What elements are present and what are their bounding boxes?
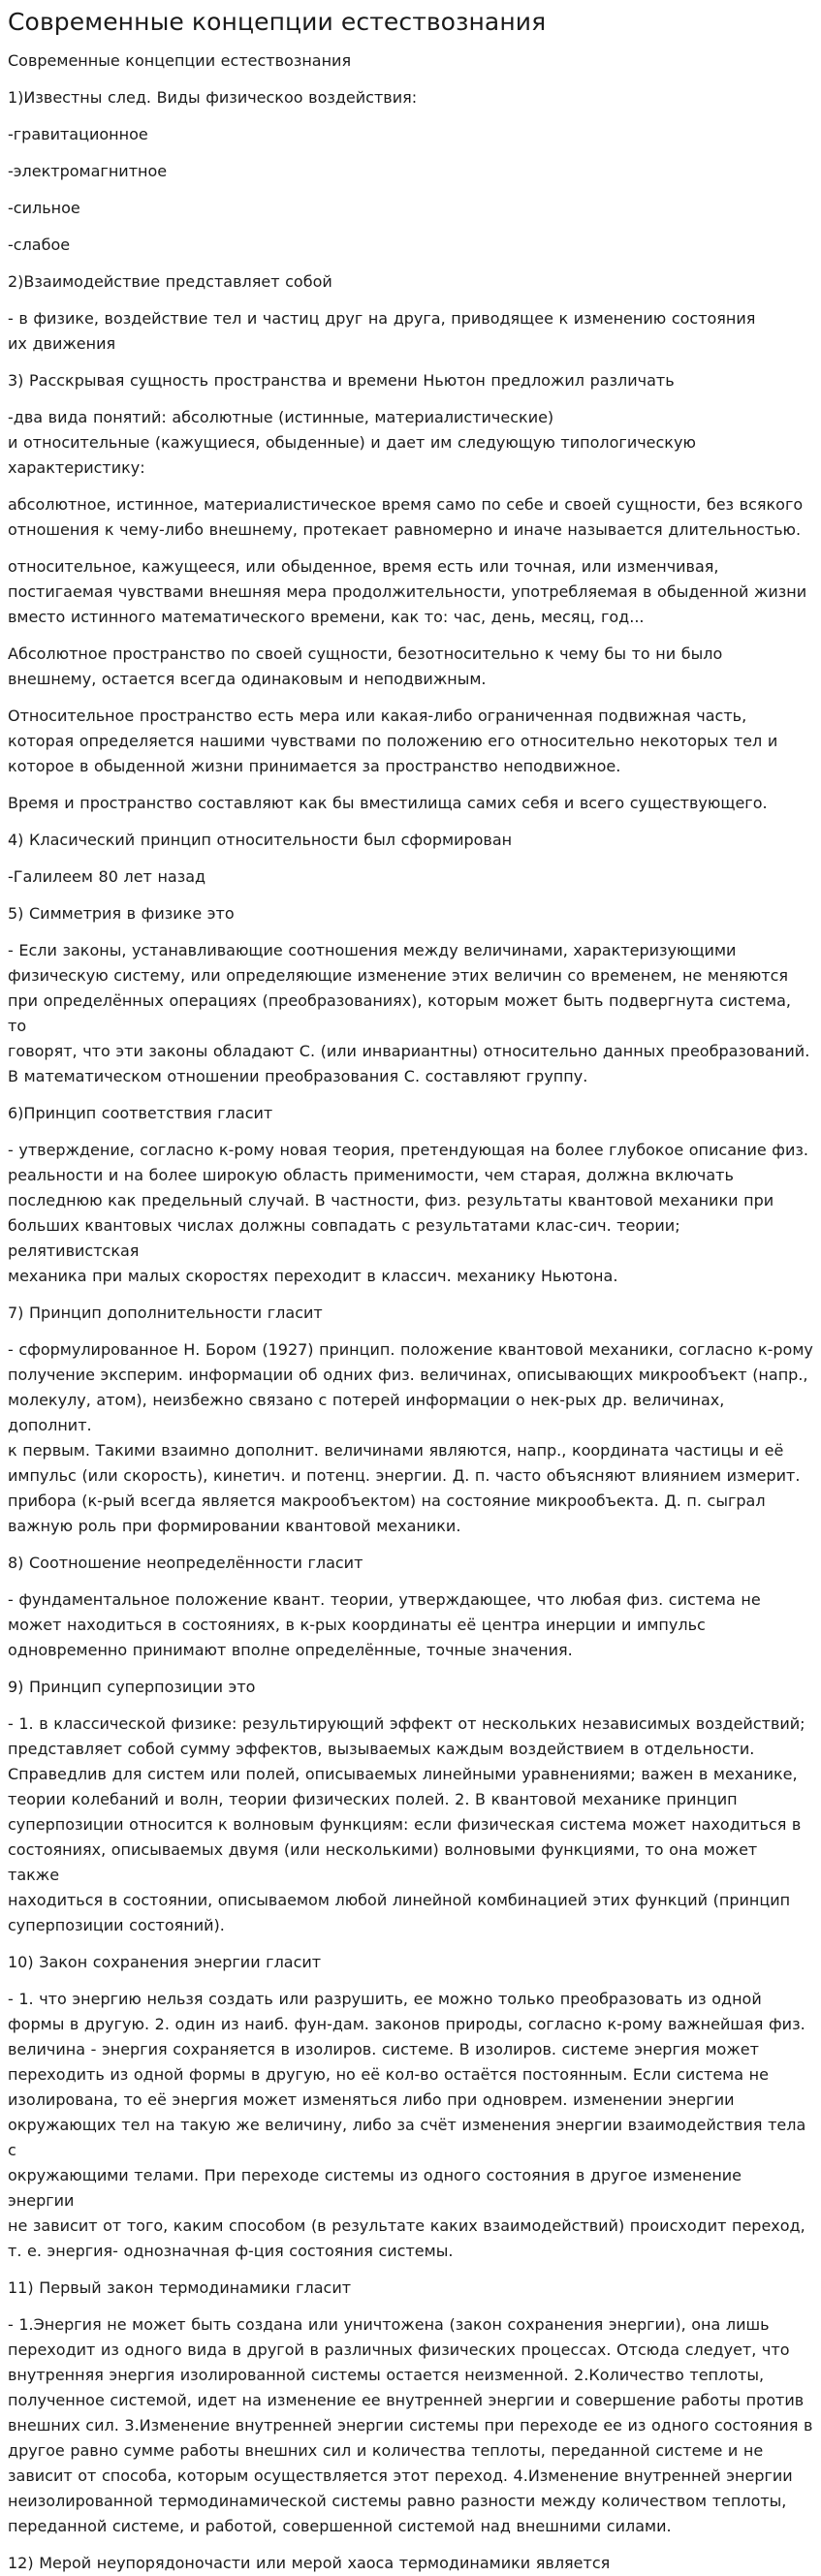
paragraph-q7: 7) Принцип дополнительности гласит xyxy=(8,1304,323,1322)
paragraph-q6: 6)Принцип соответствия гласит xyxy=(8,1104,273,1122)
paragraph-electromagnetic: -электромагнитное xyxy=(8,162,168,180)
paragraph-a8: - фундаментальное положение квант. теории, утверждающее, что любая физ. система не может находиться в состояниях, в к-рых координаты её центра инерции и импульс одновременно принимают вполне определённые, точные значения. xyxy=(8,1590,761,1659)
paragraph-q9: 9) Принцип суперпозиции это xyxy=(8,1678,256,1696)
page-title: Современные концепции естествознания xyxy=(8,8,547,36)
paragraph-strong: -сильное xyxy=(8,199,80,217)
document-body xyxy=(8,48,813,2576)
paragraph-a7: - сформулированное Н. Бором (1927) принцип. положение квантовой механики, согласно к-рому получение эксперим. информации об одних физ. величинах, описывающих микрообъект (напр., молекулу, атом), неизбежно связано с потерей информации о нек-рых др. величинах, дополнит. к первым. Такими взаимно дополнит. величинами являются, напр., координата частицы и её импульс (или скорость), кинетич. и потенц. энергии. Д. п. часто объясняют влиянием измерит. прибора (к-рый всегда является макрообъектом) на состояние микрообъекта. Д. п. сыграл важную роль при формировании квантовой механики. xyxy=(8,1340,813,1535)
paragraph-a2: - в физике, воздействие тел и частиц друг на друга, приводящее к изменению состояния их движения xyxy=(8,309,756,353)
paragraph-gravitational: -гравитационное xyxy=(8,125,148,143)
paragraph-q1: 1)Известны след. Виды физическоо воздействия: xyxy=(8,88,418,107)
paragraph-q11: 11) Первый закон термодинамики гласит xyxy=(8,2278,352,2297)
paragraph-relative-space: Относительное пространство есть мера или какая-либо ограниченная подвижная часть, которая определяется нашими чувствами по положению его относительно некоторых тел и которое в обыденной жизни принимается за пространство неподвижное. xyxy=(8,707,778,775)
paragraph-a9: - 1. в классической физике: результирующий эффект от нескольких независимых воздействий; представляет собой сумму эффектов, вызываемых каждым воздействием в отдельности. Справедлив для систем или полей, описываемых линейными уравнениями; важен в механике, теории колебаний и волн, теории физических полей. 2. В квантовой механике принцип суперпозиции относится к волновым функциям: если физическая система может находиться в состояниях, описываемых двумя (или несколькими) волновыми функциями, то она может также находиться в состоянии, описываемом любой линейной комбинацией этих функций (принцип суперпозиции состояний). xyxy=(8,1714,805,1934)
paragraph-a5: - Если законы, устанавливающие соотношения между величинами, характеризующими физическую систему, или определяющие изменение этих величин со временем, не меняются при определённых операциях (преобразованиях), которым может быть подвергнута система, то говорят, что эти законы обладают С. (или инвариантны) относительно данных преобразований. В математическом отношении преобразования С. составляют группу. xyxy=(8,941,810,1085)
paragraph-q3: 3) Расскрывая сущность пространства и времени Ньютон предложил различать xyxy=(8,371,675,390)
paragraph-absolute-space: Абсолютное пространство по своей сущности, безотносительно к чему бы то ни было внешнему, остается всегда одинаковым и неподвижным. xyxy=(8,644,723,688)
paragraph-q5: 5) Симметрия в физике это xyxy=(8,904,235,923)
paragraph-a11: - 1.Энергия не может быть создана или уничтожена (закон сохранения энергии), она лишь переходит из одного вида в другой в различных физических процессах. Отсюда следует, что внутренняя энергия изолированной системы остается неизменной. 2.Количество теплоты, полученное системой, идет на изменение ее внутренней энергии и совершение работы против внешних сил. 3.Изменение внутренней энергии системы при переходе ее из одного состояния в другое равно сумме работы внешних сил и количества теплоты, переданной системе и не зависит от способа, которым осуществляется этот переход. 4.Изменение внутренней энергии неизолированной термодинамической системы равно разности между количеством теплоты, переданной системе, и работой, совершенной системой над внешними силами. xyxy=(8,2315,813,2535)
paragraph-q8: 8) Соотношение неопределённости гласит xyxy=(8,1554,363,1572)
paragraph-q10: 10) Закон сохранения энергии гласит xyxy=(8,1953,322,1971)
paragraph-q4: 4) Класический принцип относительности был сформирован xyxy=(8,831,513,849)
paragraph-a3: -два вида понятий: абсолютные (истинные, материалистические) и относительные (кажущиеся, обыденные) и дает им следующую типологическую характеристику: xyxy=(8,408,696,477)
paragraph-relative-time: относительное, кажущееся, или обыденное, время есть или точная, или изменчивая, постигаемая чувствами внешняя мера продолжительности, употребляемая в обыденной жизни вместо истинного математического времени, как то: час, день, месяц, год... xyxy=(8,557,807,626)
paragraph-time-space: Время и пространство составляют как бы вместилища самих себя и всего существующего. xyxy=(8,794,768,812)
paragraph-a10: - 1. что энергию нельзя создать или разрушить, ее можно только преобразовать из одной формы в другую. 2. один из наиб. фун-дам. законов природы, согласно к-рому важнейшая физ. величина - энергия сохраняется в изолиров. системе. В изолиров. системе энергия может переходить из одной формы в другую, но её кол-во остаётся постоянным. Если система не изолирована, то её энергия может изменяться либо при одноврем. изменении энергии окружающих тел на такую же величину, либо за счёт изменения энергии взаимодействия тела с окружающими телами. При переходе системы из одного состояния в другое изменение энергии не зависит от того, каким способом (в результате каких взаимодействий) происходит переход, т. е. энергия- однозначная ф-ция состояния системы. xyxy=(8,1990,806,2260)
paragraph-subtitle: Современные концепции естествознания xyxy=(8,51,352,70)
paragraph-weak: -слабое xyxy=(8,236,71,254)
paragraph-a6: - утверждение, согласно к-рому новая теория, претендующая на более глубокое описание физ. реальности и на более широкую область применимости, чем старая, должна включать последнюю как предельный случай. В частности, физ. результаты квантовой механики при больших квантовых числах должны совпадать с результатами клас-сич. теории; релятивистская механика при малых скоростях переходит в классич. механику Ньютона. xyxy=(8,1141,808,1285)
paragraph-absolute-time: абсолютное, истинное, материалистическое время само по себе и своей сущности, без всякого отношения к чему-либо внешнему, протекает равномерно и иначе называется длительностью. xyxy=(8,495,804,539)
paragraph-a4: -Галилеем 80 лет назад xyxy=(8,867,206,886)
paragraph-q2: 2)Взаимодействие представляет собой xyxy=(8,272,332,291)
paragraph-q12: 12) Мерой неупорядоночасти или мерой хаоса термодинамики является xyxy=(8,2554,611,2572)
